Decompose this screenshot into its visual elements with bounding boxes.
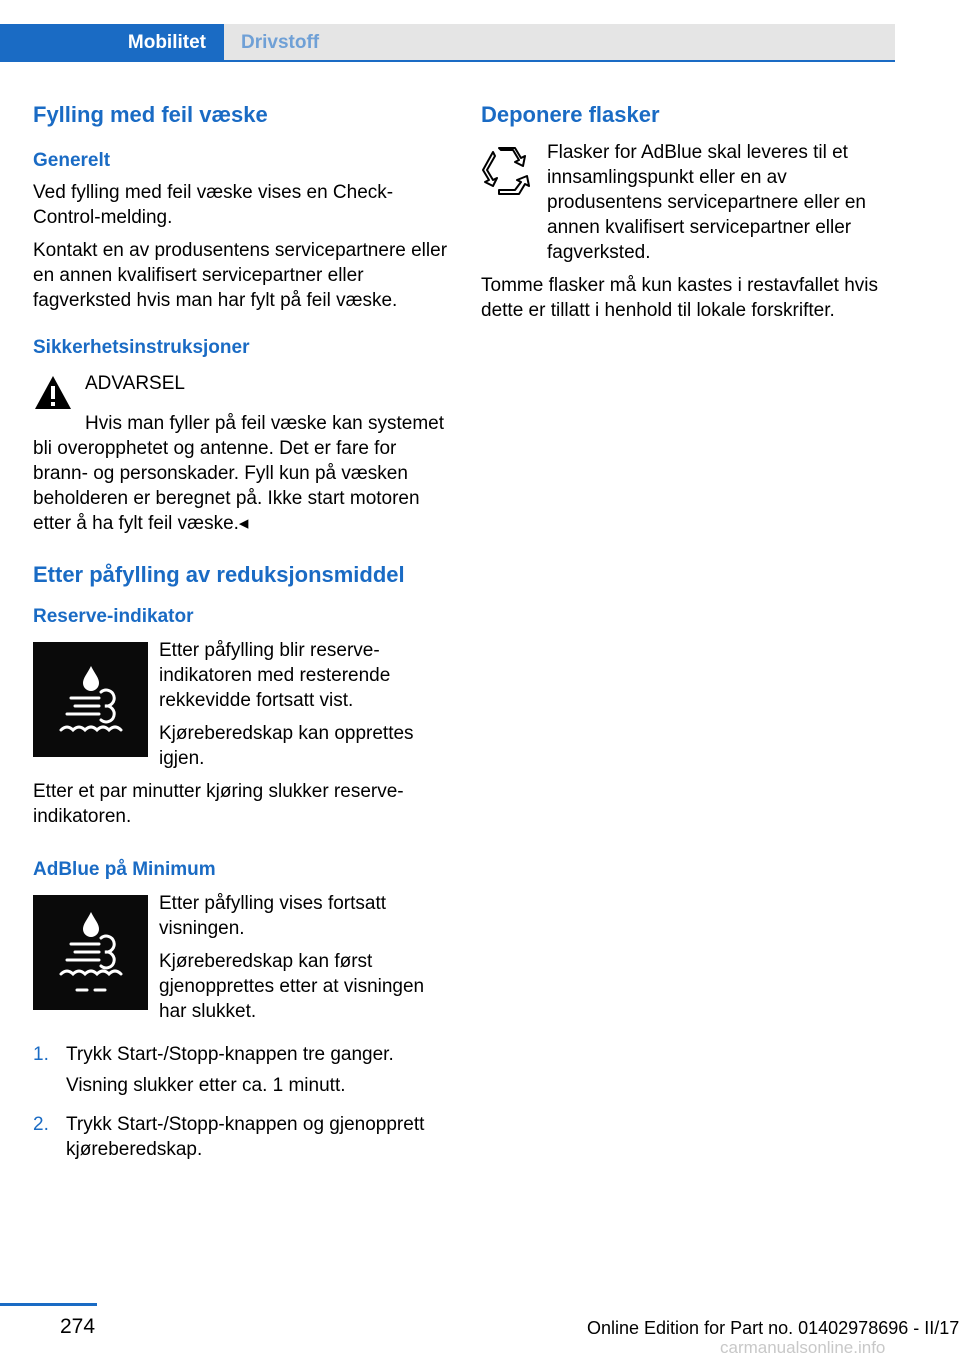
edition-text: Online Edition for Part no. 01402978696 - II/17 — [587, 1318, 960, 1338]
adblue-drop-dashes-icon — [51, 908, 131, 998]
right-column — [481, 100, 901, 331]
paragraph-deponere-2: Tomme flasker må kun kastes i restavfallet hvis dette er tillatt i henhold til lokale forskrifter. — [481, 275, 879, 321]
warning-text: Hvis man fyller på feil væske kan systemet bli overopphetet og antenne. Det er fare for brann- og personskader. Fyll kun på væsken beholderen er beregnet på. Ikke start motoren etter å ha fylt feil væske.◂ — [33, 413, 445, 534]
footer-divider — [0, 1303, 97, 1306]
subheading-reserve-indikator: Reserve-indikator — [33, 606, 194, 627]
step-number: 2. — [33, 1114, 49, 1135]
heading-fylling-feil-vaeske: Fylling med feil væske — [33, 102, 268, 127]
left-column — [33, 100, 448, 1176]
paragraph-adblue-2: Kjøreberedskap kan først gjenopprettes etter at visningen har slukket. — [159, 951, 425, 1022]
tab-drivstoff[interactable]: Drivstoff — [224, 24, 895, 62]
chapter-header — [0, 0, 960, 62]
subheading-adblue-minimum: AdBlue på Minimum — [33, 859, 216, 880]
adblue-drop-icon — [51, 660, 131, 740]
steps-list — [33, 1042, 448, 1170]
reserve-block — [33, 638, 448, 779]
subheading-sikkerhet: Sikkerhetsinstruksjoner — [33, 337, 250, 358]
adblue-block — [33, 891, 448, 1032]
heading-etter-pafylling: Etter påfylling av reduksjonsmiddel — [33, 562, 405, 587]
tab-mobilitet[interactable]: Mobilitet — [0, 24, 224, 62]
step-text: Trykk Start-/Stopp-knappen og gjenopprett kjøreberedskap. — [66, 1114, 425, 1160]
step-number: 1. — [33, 1044, 49, 1065]
paragraph-generelt-2: Kontakt en av produsentens servicepartnere eller en annen kvalifisert servicepartner eller fagverksted hvis man har fylt på feil væske. — [33, 240, 448, 311]
step-text: Trykk Start-/Stopp-knappen tre ganger. — [66, 1044, 394, 1065]
list-item — [33, 1112, 448, 1170]
warning-triangle-icon — [33, 373, 73, 413]
subheading-generelt: Generelt — [33, 150, 111, 171]
header-divider — [0, 60, 895, 62]
paragraph-generelt-1: Ved fylling med feil væske vises en Check-Control-melding. — [33, 182, 394, 228]
paragraph-reserve-3: Etter et par minutter kjøring slukker reserve-indikatoren. — [33, 781, 404, 827]
recycle-icon — [481, 144, 533, 196]
warning-block — [33, 369, 448, 536]
reserve-indicator-image — [33, 642, 148, 757]
page-number: 274 — [60, 1315, 96, 1338]
step-subtext: Visning slukker etter ca. 1 minutt. — [66, 1075, 346, 1096]
paragraph-adblue-1: Etter påfylling vises fortsatt visningen. — [159, 893, 387, 939]
list-item — [33, 1042, 448, 1106]
paragraph-deponere-1: Flasker for AdBlue skal leveres til et innsamlingspunkt eller en av produsentens servicepartnere eller en annen kvalifisert servicepartner eller fagverksted. — [547, 142, 866, 263]
heading-deponere-flasker: Deponere flasker — [481, 102, 660, 127]
recycle-block — [481, 140, 901, 273]
paragraph-reserve-2: Kjøreberedskap kan opprettes igjen. — [159, 723, 414, 769]
paragraph-reserve-1: Etter påfylling blir reserve-indikatoren med resterende rekkevidde fortsatt vist. — [159, 640, 391, 711]
adblue-minimum-image — [33, 895, 148, 1010]
watermark-text: carmanualsonline.info — [720, 1338, 886, 1357]
warning-label: ADVARSEL — [85, 373, 185, 394]
